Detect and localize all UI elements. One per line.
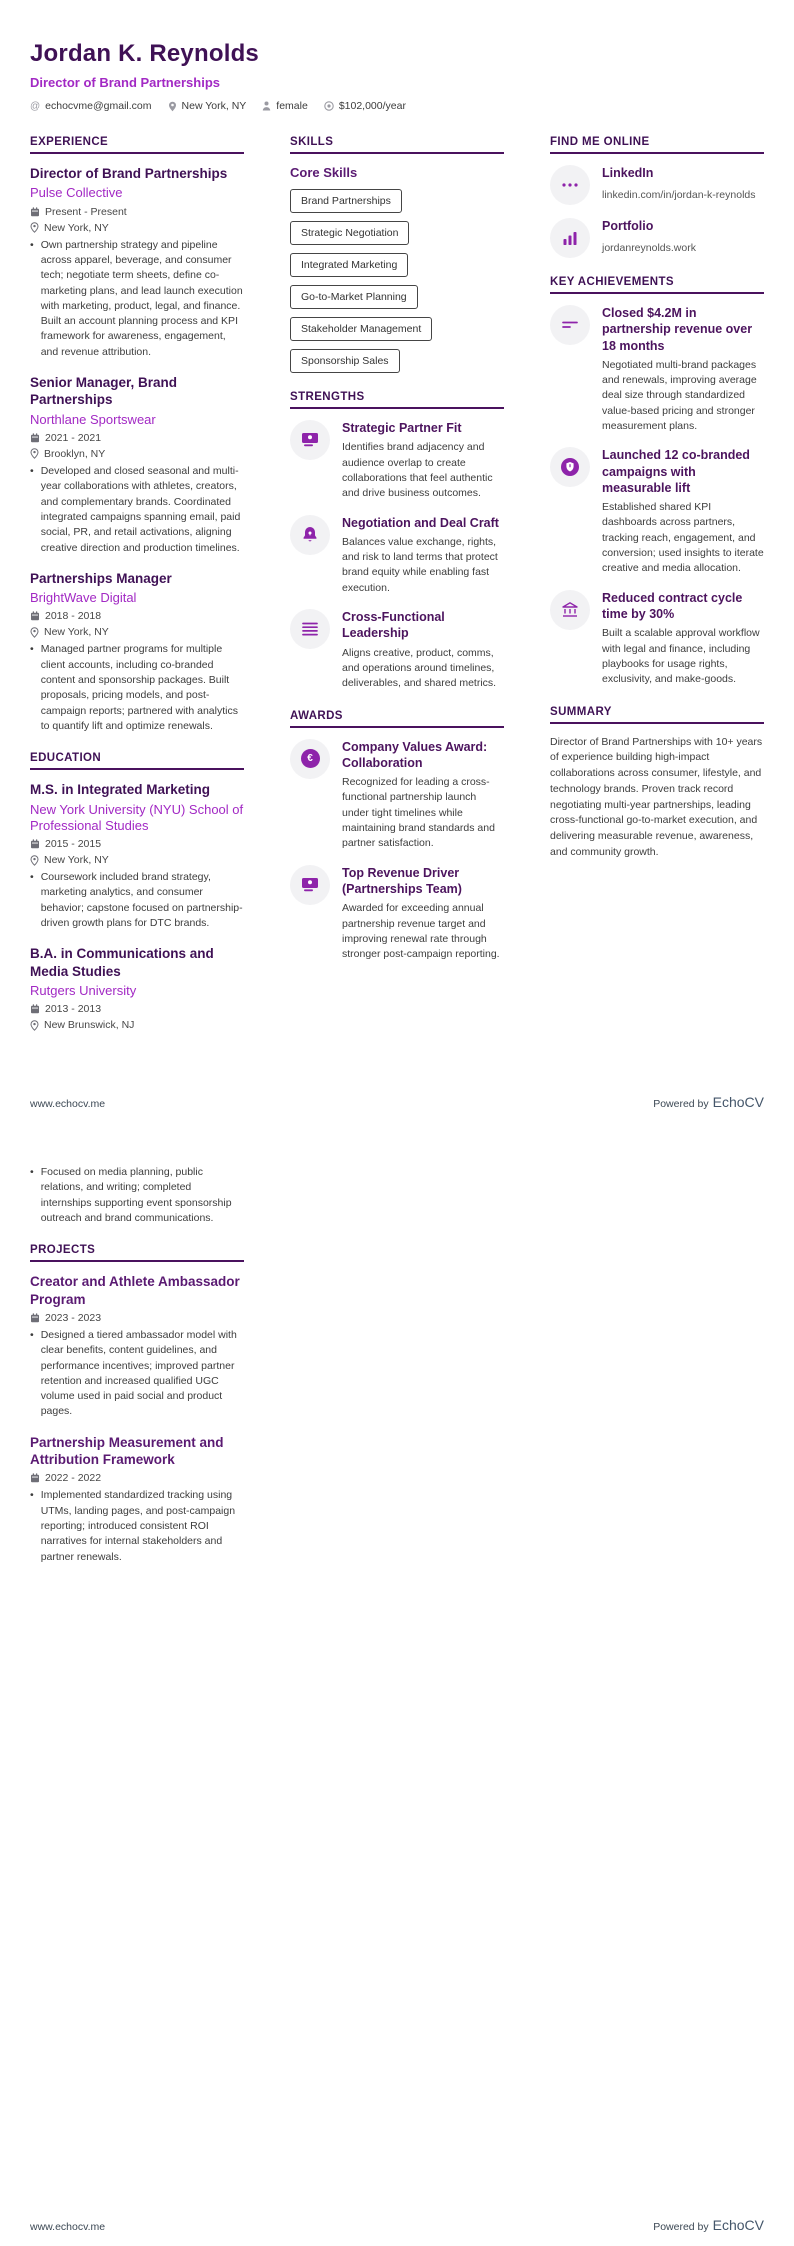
column-middle	[290, 136, 504, 1049]
contact-email	[30, 100, 152, 112]
footer-site-link[interactable]: www.echocv.me	[30, 1098, 106, 1110]
award-item	[290, 865, 504, 963]
resume-page-2	[0, 1123, 794, 2246]
award-item	[290, 739, 504, 852]
awards-heading: AWARDS	[290, 710, 504, 728]
powered-by: Powered by EchoCV	[653, 1094, 764, 1110]
location-icon	[30, 1020, 39, 1031]
awards-section	[290, 710, 504, 963]
echocv-brand: EchoCV	[712, 2217, 764, 2233]
location-icon	[30, 855, 39, 866]
education-location-text: New York, NY	[44, 854, 109, 867]
job-company: BrightWave Digital	[30, 590, 137, 606]
projects-heading: PROJECTS	[30, 1244, 244, 1262]
education-location	[30, 1019, 244, 1031]
job-bullet: • Own partnership strategy and pipeline across apparel, beverage, and consumer tech; negotiate term sheets, define co-marketing plans, and lead launch execution with marketing, product, legal, and finance. Built an account planning process and KPI framework for awareness, engagement, and revenue attribution.	[30, 238, 243, 358]
strength-item	[290, 609, 504, 691]
presentation-icon	[290, 865, 330, 905]
projects-section	[30, 1244, 244, 1565]
education-bullet: • Coursework included brand strategy, marketing analytics, and consumer behavior; capstone focused on partnership-driven growth plans for DTC brands.	[30, 871, 243, 930]
strength-item	[290, 515, 504, 597]
skills-group-label: Core Skills	[290, 165, 358, 180]
at-icon: @	[30, 100, 41, 112]
summary-section	[550, 706, 764, 861]
achievement-item	[550, 590, 764, 688]
skill-chip: Strategic Negotiation	[290, 221, 409, 245]
job-dates-text: 2021 - 2021	[45, 431, 102, 444]
job-location	[30, 222, 244, 234]
calendar-icon	[30, 1313, 40, 1323]
award-text: Recognized for leading a cross-functional partnership launch under tight timelines while maintaining brand standards and partner satisfaction.	[342, 776, 495, 850]
job-dates-text: 2018 - 2018	[45, 610, 102, 623]
education-dates-text: 2013 - 2013	[45, 1003, 102, 1016]
contact-salary-text: $102,000/year	[338, 100, 406, 112]
achievement-text: Established shared KPI dashboards across partners, tracking reach, engagement, and conversion; used insights to iterate creative and media allocation.	[602, 501, 764, 575]
job-dates	[30, 610, 244, 622]
job-bullet: • Managed partner programs for multiple client accounts, including co-branded content and sponsorship packages. Built proposals, pricing models, and post-campaign reports; partnered with analytics to quantify lift and optimize renewals.	[30, 643, 238, 733]
location-icon	[30, 448, 39, 459]
strengths-section	[290, 391, 504, 692]
achievement-title: Reduced contract cycle time by 30%	[602, 590, 743, 622]
contact-email-text: echocvme@gmail.com	[45, 100, 152, 112]
strength-text: Balances value exchange, rights, and risk to land terms that protect brand equity while enabling fast execution.	[342, 535, 498, 594]
contact-row	[30, 100, 764, 112]
calendar-icon	[30, 207, 40, 217]
skills-heading: SKILLS	[290, 136, 504, 154]
page-footer	[30, 2217, 764, 2233]
find-me-online-section	[550, 136, 764, 258]
shield-badge-icon	[550, 447, 590, 487]
experience-entry	[30, 374, 244, 556]
award-text: Awarded for exceeding annual partnership revenue target and improving renewal rate through stronger post-campaign reporting.	[342, 902, 500, 961]
education-location	[30, 854, 244, 866]
job-dates	[30, 206, 244, 218]
achievement-item	[550, 447, 764, 576]
school-name: New York University (NYU) School of Professional Studies	[30, 801, 244, 833]
person-name: Jordan K. Reynolds	[30, 40, 259, 67]
column-right	[550, 136, 764, 1049]
education-bullet: • Focused on media planning, public relations, and writing; completed internships supporting event sponsorship outreach and brand communications.	[30, 1166, 232, 1224]
calendar-icon	[30, 1473, 40, 1483]
education-entry	[30, 945, 244, 1031]
achievement-item	[550, 305, 764, 434]
person-title: Director of Brand Partnerships	[30, 75, 220, 90]
list-icon	[290, 609, 330, 649]
education-section	[30, 752, 244, 1031]
job-location-text: Brooklyn, NY	[44, 447, 106, 460]
experience-section	[30, 136, 244, 734]
lines-icon	[550, 305, 590, 345]
summary-text: Director of Brand Partnerships with 10+ years of experience building high-impact collaborations across consumer, lifestyle, and technology brands. Proven track record negotiating multi-year partnerships, leading cross-functional go-to-market execution, and delivering measurable revenue, awareness, and community growth.	[550, 735, 763, 858]
contact-salary	[324, 100, 406, 112]
education-heading: EDUCATION	[30, 752, 244, 770]
online-profile-item	[550, 165, 764, 205]
bank-icon	[550, 590, 590, 630]
column-left	[30, 136, 244, 1049]
column-left	[30, 1163, 244, 1583]
location-icon	[30, 627, 39, 638]
strengths-heading: STRENGTHS	[290, 391, 504, 409]
euro-badge-icon: €	[290, 739, 330, 779]
job-location-text: New York, NY	[44, 626, 109, 639]
strength-text: Identifies brand adjacency and audience overlap to create collaborations that feel authentic and drive business outcomes.	[342, 441, 493, 500]
job-company: Northlane Sportswear	[30, 411, 156, 427]
online-profile-item	[550, 218, 764, 258]
job-title: Senior Manager, Brand Partnerships	[30, 375, 178, 408]
project-entry	[30, 1434, 244, 1565]
skill-chip: Brand Partnerships	[290, 189, 402, 213]
calendar-icon	[30, 839, 40, 849]
bar-chart-icon	[550, 218, 590, 258]
echocv-brand: EchoCV	[712, 1094, 764, 1110]
award-title: Company Values Award: Collaboration	[342, 739, 488, 770]
school-name: Rutgers University	[30, 982, 137, 998]
project-dates	[30, 1472, 244, 1484]
strength-item	[290, 420, 504, 502]
education-dates	[30, 838, 244, 850]
contact-gender-text: female	[276, 100, 308, 112]
location-icon	[168, 101, 177, 112]
find-me-online-heading: FIND ME ONLINE	[550, 136, 764, 154]
project-entry	[30, 1273, 244, 1420]
project-title: Partnership Measurement and Attribution Framework	[30, 1434, 224, 1468]
powered-by: Powered by EchoCV	[653, 2217, 764, 2233]
summary-heading: SUMMARY	[550, 706, 764, 724]
calendar-icon	[30, 611, 40, 621]
project-bullet: • Implemented standardized tracking using UTMs, landing pages, and post-campaign reporting; introduced consistent ROI narratives for internal stakeholders and partner renewals.	[30, 1489, 236, 1563]
dots-icon	[550, 165, 590, 205]
strength-title: Negotiation and Deal Craft	[342, 515, 499, 530]
job-company: Pulse Collective	[30, 185, 123, 201]
page-footer	[30, 1094, 764, 1110]
key-achievements-heading: KEY ACHIEVEMENTS	[550, 276, 764, 294]
experience-heading: EXPERIENCE	[30, 136, 244, 154]
education-dates	[30, 1003, 244, 1015]
project-title: Creator and Athlete Ambassador Program	[30, 1274, 240, 1307]
job-location	[30, 448, 244, 460]
project-dates-text: 2022 - 2022	[45, 1472, 102, 1485]
skill-chip: Go-to-Market Planning	[290, 285, 418, 309]
achievement-text: Negotiated multi-brand packages and renewals, improving average deal size through standardized value-based pricing and stronger measurement plans.	[602, 358, 757, 433]
education-location-text: New Brunswick, NJ	[44, 1019, 135, 1032]
location-icon	[30, 222, 39, 233]
degree-title: M.S. in Integrated Marketing	[30, 782, 211, 798]
job-bullet: • Developed and closed seasonal and multi-year collaborations with athletes, creators, and complementary brands. Coordinated integrated campaigns spanning email, paid social, PR, and retail activations, aligning creative direction and production timelines.	[30, 464, 241, 554]
achievement-title: Launched 12 co-branded campaigns with measurable lift	[602, 448, 750, 495]
job-dates-text: Present - Present	[45, 205, 127, 218]
project-dates-text: 2023 - 2023	[45, 1311, 102, 1324]
job-title: Director of Brand Partnerships	[30, 166, 228, 181]
resume-header	[30, 40, 764, 112]
skill-chip: Stakeholder Management	[290, 317, 432, 341]
achievement-title: Closed $4.2M in partnership revenue over 18 months	[602, 306, 753, 353]
degree-title: B.A. in Communications and Media Studies	[30, 946, 214, 979]
education-entry	[30, 781, 244, 931]
profile-label: LinkedIn	[602, 166, 654, 180]
job-title: Partnerships Manager	[30, 570, 172, 586]
bell-icon	[290, 515, 330, 555]
experience-entry	[30, 570, 244, 734]
experience-entry	[30, 165, 244, 360]
education-dates-text: 2015 - 2015	[45, 838, 102, 851]
profile-link[interactable]: jordanreynolds.work	[602, 242, 696, 255]
footer-site-link[interactable]: www.echocv.me	[30, 2221, 106, 2233]
job-dates	[30, 432, 244, 444]
project-dates	[30, 1312, 244, 1324]
award-title: Top Revenue Driver (Partnerships Team)	[342, 865, 462, 896]
column-middle	[290, 1163, 504, 1583]
skills-section	[290, 136, 504, 373]
job-location-text: New York, NY	[44, 221, 109, 234]
achievement-text: Built a scalable approval workflow with legal and finance, including playbooks for usage rights, exclusivity, and make-goods.	[602, 627, 760, 686]
strength-text: Aligns creative, product, comms, and operations around timelines, deliverables, and shared metrics.	[342, 646, 497, 690]
person-icon	[262, 101, 271, 111]
column-right	[550, 1163, 764, 1583]
contact-gender	[262, 100, 308, 112]
coin-icon	[324, 101, 334, 111]
project-bullet: • Designed a tiered ambassador model with clear benefits, content guidelines, and performance incentives; improved partner retention and increased qualified UGC volume used in paid social and product pages.	[30, 1328, 237, 1418]
profile-link[interactable]: linkedin.com/in/jordan-k-reynolds	[602, 189, 756, 202]
job-location	[30, 626, 244, 638]
presentation-icon	[290, 420, 330, 460]
education-continuation	[30, 1165, 244, 1226]
calendar-icon	[30, 1004, 40, 1014]
strength-title: Cross-Functional Leadership	[342, 610, 445, 641]
skill-chip: Integrated Marketing	[290, 253, 408, 277]
calendar-icon	[30, 433, 40, 443]
contact-location-text: New York, NY	[181, 100, 247, 112]
profile-label: Portfolio	[602, 219, 654, 233]
skill-chip: Sponsorship Sales	[290, 349, 400, 373]
key-achievements-section	[550, 276, 764, 688]
contact-location	[168, 100, 247, 112]
strength-title: Strategic Partner Fit	[342, 421, 462, 435]
